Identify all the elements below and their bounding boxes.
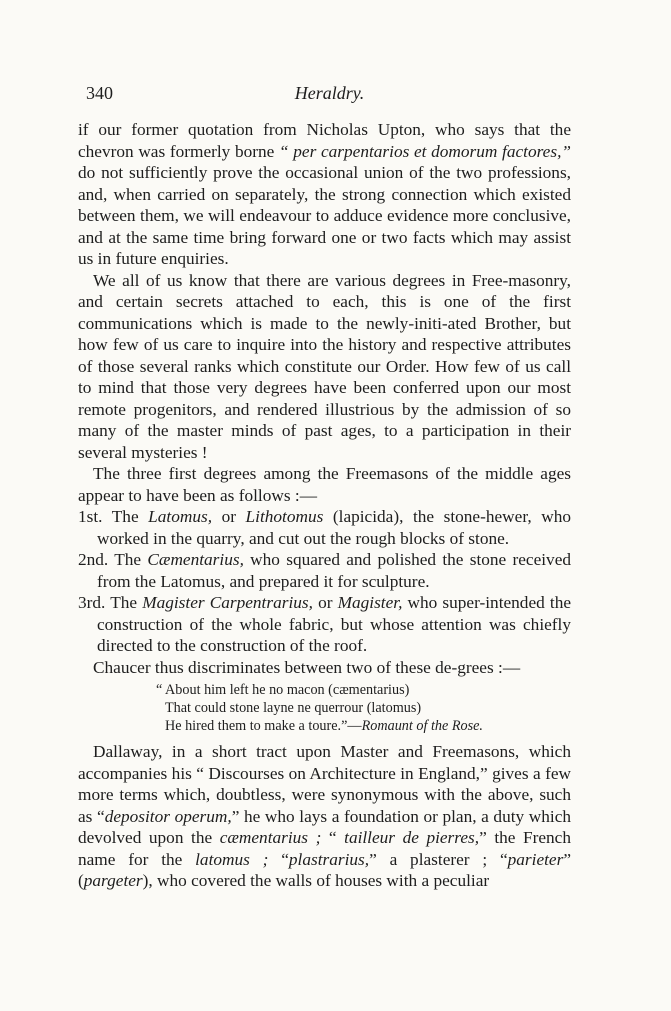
- degree-text: or: [312, 593, 338, 612]
- paragraph-three-degrees: The three first degrees among the Freemasons of the middle ages appear to have been as follows :—: [78, 464, 571, 505]
- paragraph-text: ” a plasterer ; “: [369, 849, 508, 869]
- paragraph-text: “: [321, 828, 337, 847]
- paragraph-text: if our former quotation from Nicholas Upton, who says that the chevron was formerly borne: [78, 120, 571, 161]
- degree-name: Latomus,: [148, 507, 213, 526]
- degree-number: 3rd.: [78, 593, 106, 612]
- degree-text: The: [110, 593, 143, 612]
- verse-text: He hired them to make a toure.”—: [165, 718, 362, 734]
- paragraph-text: do not sufficiently prove the occasional union of the two professions, and, when carried on separately, the strong connection which existed between them, we will endeavour to adduce evidence more conclusive, and at the same time bring forward one or two facts which may assist us in future enquiries.: [78, 163, 571, 268]
- latin-term: latomus ;: [195, 849, 269, 869]
- running-title: Heraldry.: [294, 83, 365, 103]
- degree-name: Magister Carpentrarius,: [142, 593, 313, 612]
- degree-alt-name: Lithotomus: [245, 507, 324, 526]
- latin-quote: “ per carpentarios et domorum factores,”: [279, 141, 571, 161]
- degree-item-1: [78, 506, 571, 549]
- degree-alt-name: Magister,: [337, 593, 403, 612]
- degree-item-2: [78, 549, 571, 592]
- page-number: 340: [86, 83, 113, 103]
- page-header: [86, 83, 573, 109]
- paragraph-text: ” the French name for the: [78, 828, 571, 869]
- paragraph-text: Dallaway, in a short tract upon Master and Freemasons, which accompanies his “ Discourses on Architecture in England,” gives a few more terms which, doubtless, were synonymous with the above, such as “: [78, 742, 571, 826]
- body-text: [78, 119, 571, 892]
- english-term: pargeter: [83, 871, 143, 890]
- paragraph-text: “: [268, 849, 289, 869]
- verse-line: That could stone layne ne querrour (latomus): [165, 700, 422, 716]
- degree-text: The: [111, 507, 149, 526]
- degree-number: 2nd.: [78, 550, 109, 569]
- paragraph-dallaway: [78, 741, 571, 892]
- degree-text: The: [114, 550, 148, 569]
- paragraph-degrees: We all of us know that there are various degrees in Free-masonry, and certain secrets attached to each, this is one of the first communications which is made to the newly-initi-ated Brother, but how few of us care to inquire into the history and respective attributes of those several ranks which constitute our Order. How few of us call to mind that those very degrees have been conferred upon our most remote progenitors, and rendered illustrious by the admission of so many of the master minds of past ages, to a participation in their several mysteries !: [78, 270, 571, 462]
- verse-line: [156, 717, 571, 735]
- paragraph-text: ” he who lays a foundation or plan, a duty which devolved upon the: [78, 806, 571, 847]
- degree-name: Cæmentarius,: [147, 550, 244, 569]
- verse-source: Romaunt of the Rose.: [361, 718, 483, 734]
- degree-item-3: [78, 592, 571, 657]
- latin-term: cæmentarius ;: [219, 828, 322, 847]
- degree-number: 1st.: [78, 507, 103, 526]
- degree-text: who super-intended the construction of the whole fabric, but whose attention was chiefly directed to the construction of the roof.: [97, 593, 572, 655]
- paragraph-text: ” (: [78, 849, 571, 890]
- degree-text: (lapicida), the stone-hewer, who worked in the quarry, and cut out the rough blocks of stone.: [97, 507, 572, 548]
- verse-line: “ About him left he no macon (cæmentarius): [156, 682, 410, 698]
- latin-term: parieter: [507, 849, 564, 869]
- french-term: tailleur de pierres,: [336, 828, 480, 847]
- paragraph-upton: [78, 119, 571, 270]
- paragraph-text: ), who covered the walls of houses with a peculiar: [142, 871, 490, 890]
- degree-text: or: [212, 507, 246, 526]
- latin-term: depositor operum,: [104, 806, 232, 826]
- verse-quote: [156, 681, 571, 735]
- paragraph-chaucer: Chaucer thus discriminates between two of these de-grees :—: [93, 657, 521, 677]
- degree-text: who squared and polished the stone received from the Latomus, and prepared it for sculpture.: [97, 550, 572, 591]
- latin-term: plastrarius,: [288, 849, 370, 869]
